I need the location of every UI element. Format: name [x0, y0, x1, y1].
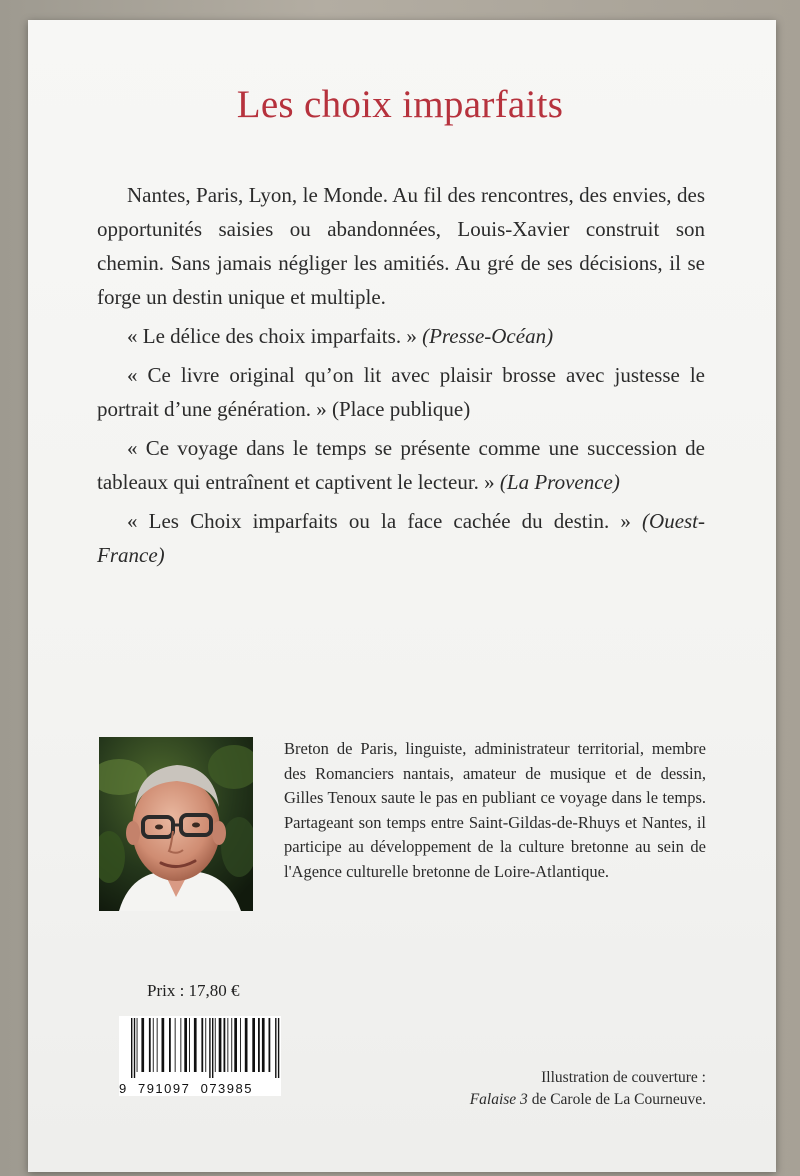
barcode-bar [245, 1018, 248, 1072]
credits-line-2 [470, 1089, 706, 1111]
barcode-bar [227, 1018, 228, 1072]
quote-3 [97, 431, 705, 499]
barcode-bar [240, 1018, 241, 1072]
author-portrait-illustration [99, 737, 253, 911]
barcode-bar [231, 1018, 232, 1072]
barcode-bar [175, 1018, 176, 1072]
price-label: Prix : 17,80 € [147, 981, 240, 1000]
barcode-bar [201, 1018, 203, 1072]
isbn-lead: 9 [119, 1081, 128, 1096]
barcode-bar [153, 1018, 154, 1072]
barcode-bar [278, 1018, 279, 1078]
quote-text: « Ce voyage dans le temps se présente comme une succession de tableaux qui entraînent et captivent le lecteur. » [97, 436, 705, 494]
barcode-bar [180, 1018, 181, 1072]
quote-text: « Ce livre original qu’on lit avec plaisir brosse avec justesse le portrait d’une génération. » [97, 363, 705, 421]
quote-source: (Place publique) [332, 397, 471, 421]
quote-source: (Presse-Océan) [422, 324, 554, 348]
quote-1 [97, 319, 705, 353]
barcode-bar [215, 1018, 216, 1072]
quote-source: (Ouest-France) [97, 509, 706, 567]
barcode-bar [194, 1018, 197, 1072]
barcode-bar [209, 1018, 210, 1078]
barcode-bar [184, 1018, 187, 1072]
barcode-bar [269, 1018, 271, 1072]
barcode-bar [137, 1018, 138, 1072]
barcode-bar [258, 1018, 260, 1072]
barcode-bar [252, 1018, 255, 1072]
barcode-bar [219, 1018, 222, 1072]
book-title: Les choix imparfaits [236, 83, 564, 126]
quote-source: (La Provence) [499, 470, 620, 494]
isbn-barcode [119, 1016, 281, 1096]
artist-credit: de Carole de La Courneuve. [527, 1091, 706, 1108]
author-bio: Breton de Paris, linguiste, administrateur territorial, membre des Romanciers nantais, amateur de musique et de dessin, Gilles Tenoux saute le pas en publiant ce voyage dans le temps. Partageant son temps entre Saint-Gildas-de-Rhuys et Nantes, il participe au développement de la culture bretonne au sein de l'Agence culturelle bretonne de Loire-Atlantique. [284, 739, 706, 881]
barcode-bar [169, 1018, 171, 1072]
barcode-bar [205, 1018, 206, 1072]
barcode-bar [141, 1018, 144, 1072]
barcode-bar [134, 1018, 135, 1078]
cover-credits [470, 1067, 706, 1111]
credits-line-1: Illustration de couverture : [541, 1069, 706, 1086]
back-cover-blurb [97, 178, 705, 572]
quote-text: « Le délice des choix imparfaits. » [127, 324, 417, 348]
barcode-bar [262, 1018, 265, 1072]
barcode-bar [131, 1018, 132, 1078]
barcode-bar [234, 1018, 237, 1072]
barcode-bar [224, 1018, 226, 1072]
quote-4 [97, 504, 705, 572]
isbn-group-1: 791097 [137, 1081, 191, 1096]
isbn-group-2: 073985 [200, 1081, 253, 1096]
blurb-intro: Nantes, Paris, Lyon, le Monde. Au fil des rencontres, des envies, des opportunités saisies ou abandonnées, Louis-Xavier construit son chemin. Sans jamais négliger les amitiés. Au gré de ses décisions, il se forge un destin unique et multiple. [97, 183, 705, 309]
artwork-title: Falaise 3 [469, 1091, 528, 1108]
quote-text: « Les Choix imparfaits ou la face cachée du destin. » [127, 509, 631, 533]
barcode-bar [149, 1018, 151, 1072]
barcode-bar [157, 1018, 158, 1072]
isbn-number [119, 1081, 281, 1096]
author-photo [99, 737, 253, 911]
barcode-bar [275, 1018, 276, 1078]
barcode-bar [162, 1018, 165, 1072]
barcode-bars [119, 1016, 281, 1078]
barcode-bar [212, 1018, 213, 1078]
quote-2 [97, 358, 705, 426]
barcode-bar [189, 1018, 190, 1072]
